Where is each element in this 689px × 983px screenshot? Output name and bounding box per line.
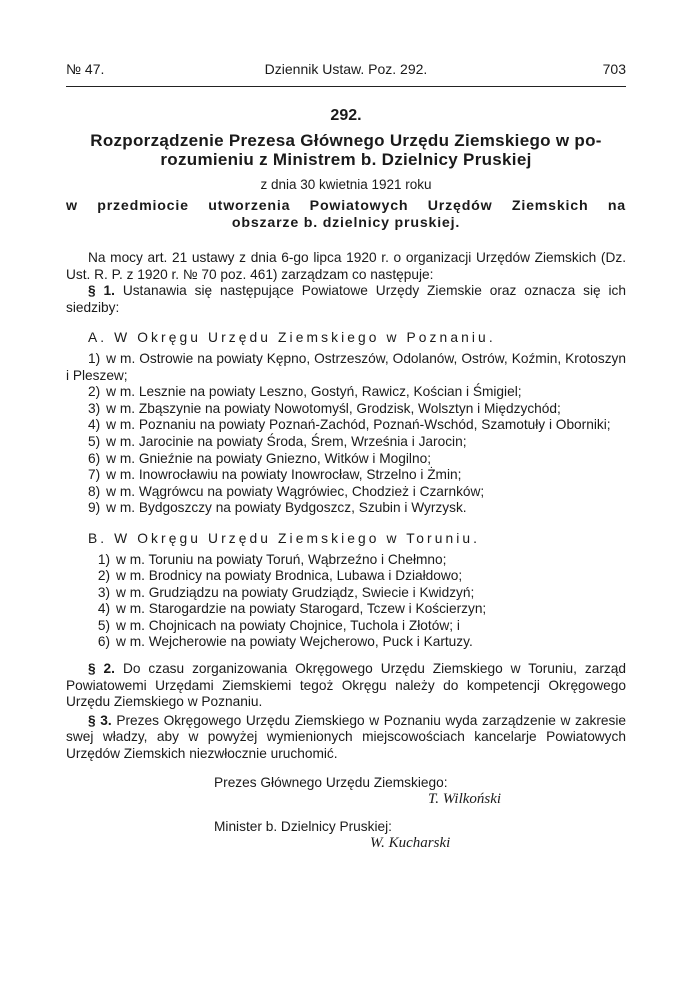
list-item-text: w m. Poznaniu na powiaty Poznań-Zachód, Poznań-Wschód, Szamotuły i Oborniki; [106, 417, 611, 433]
section-3-text: Prezes Okręgowego Urzędu Ziemskiego w Poznaniu wyda zarządzenie w zakresie swej władzy, aby w powyżej wymienionych miejscowościach kancelarje Powiatowych Urzędów Ziemskich niezwłocznie uruchomić. [66, 712, 626, 762]
section-2-label: § 2. [88, 661, 115, 677]
section-1-text: Ustanawia się następujące Powiatowe Urzędy Ziemskie oraz oznacza się ich siedziby: [66, 283, 626, 315]
section-3-label: § 3. [88, 712, 112, 728]
list-item-number: 5) [88, 433, 101, 449]
signatory-1-name: T. Wilkoński [428, 790, 502, 807]
section-3 [66, 713, 626, 763]
page-number: 703 [602, 61, 626, 77]
signatory-2-name: W. Kucharski [370, 834, 451, 851]
list-item-number: 9) [88, 500, 101, 516]
document-body [66, 250, 626, 763]
list-item [66, 601, 626, 618]
title-line-2: rozumieniu z Ministrem b. Dzielnicy Pruskiej [160, 150, 532, 169]
document-page [66, 58, 626, 851]
list-item-text: w m. Wągrówcu na powiaty Wągrówiec, Chodzież i Czarnków; [106, 483, 485, 499]
document-date: z dnia 30 kwietnia 1921 roku [260, 177, 432, 192]
list-item-number: 4) [97, 601, 110, 617]
list-item-text: w m. Lesznie na powiaty Leszno, Gostyń, Rawicz, Kościan i Śmigiel; [106, 384, 522, 400]
list-item [66, 618, 626, 635]
region-a-list [66, 351, 626, 517]
list-item-text: w m. Bydgoszczy na powiaty Bydgoszcz, Szubin i Wyrzysk. [106, 500, 467, 516]
list-item [66, 484, 626, 501]
list-item [66, 417, 626, 434]
list-item-number: 6) [88, 450, 101, 466]
list-item [66, 552, 626, 569]
signatures [66, 775, 626, 851]
header-divider [66, 86, 626, 87]
list-item-text: w m. Starogardzie na powiaty Starogard, Tczew i Kościerzyn; [116, 601, 487, 617]
list-item-number: 1) [97, 551, 110, 567]
list-item [66, 451, 626, 468]
list-item-text: w m. Wejcherowie na powiaty Wejcherowo, Puck i Kartuzy. [116, 634, 473, 650]
list-item-number: 1) [88, 350, 101, 366]
list-item [66, 351, 626, 384]
list-item [66, 634, 626, 651]
list-item-number: 2) [88, 384, 101, 400]
list-item [66, 467, 626, 484]
document-subject [66, 198, 626, 232]
signatory-2-role: Minister b. Dzielnicy Pruskiej: [214, 818, 392, 834]
region-a-heading: A. W Okręgu Urzędu Ziemskiego w Poznaniu. [88, 330, 496, 346]
document-number: 292. [330, 107, 362, 124]
signatory-1-role: Prezes Głównego Urzędu Ziemskiego: [214, 774, 448, 790]
title-line-1: Rozporządzenie Prezesa Głównego Urzędu Ziemskiego w po- [90, 131, 602, 150]
list-item-text: w m. Ostrowie na powiaty Kępno, Ostrzeszów, Odolanów, Ostrów, Koźmin, Krotoszyn i Pleszew; [66, 350, 626, 383]
list-item-number: 8) [88, 483, 101, 499]
section-2 [66, 661, 626, 711]
region-b-list [66, 552, 626, 652]
list-item [66, 568, 626, 585]
list-item-number: 6) [97, 634, 110, 650]
list-item [66, 500, 626, 517]
issue-number: № 47. [66, 61, 105, 77]
list-item-text: w m. Grudziądzu na powiaty Grudziądz, Swiecie i Kwidzyń; [116, 584, 475, 600]
subject-line-2: obszarze b. dzielnicy pruskiej. [231, 215, 461, 231]
journal-title: Dziennik Ustaw. Poz. 292. [264, 61, 428, 77]
list-item-number: 2) [97, 568, 110, 584]
region-b-heading: B. W Okręgu Urzędu Ziemskiego w Toruniu. [88, 530, 481, 546]
list-item-number: 3) [97, 584, 110, 600]
list-item [66, 585, 626, 602]
list-item-number: 5) [97, 617, 110, 633]
section-1 [66, 283, 626, 316]
list-item-text: w m. Brodnicy na powiaty Brodnica, Lubawa i Działdowo; [116, 568, 463, 584]
section-1-label: § 1. [88, 283, 115, 299]
list-item-text: w m. Jarocinie na powiaty Środa, Śrem, Września i Jarocin; [106, 433, 467, 449]
list-item-number: 3) [88, 400, 101, 416]
list-item [66, 434, 626, 451]
list-item [66, 401, 626, 418]
section-2-text: Do czasu zorganizowania Okręgowego Urzędu Ziemskiego w Toruniu, zarząd Powiatowemi Urzędami Ziemskiemi tegoż Okręgu należy do kompetencji Okręgowego Urzędu Ziemskiego w Poznaniu. [66, 661, 626, 710]
subject-line-1: w przedmiocie utworzenia Powiatowych Urzędów Ziemskich na [66, 198, 626, 214]
page-header [66, 58, 626, 82]
list-item-text: w m. Zbąszynie na powiaty Nowotomyśl, Grodzisk, Wolsztyn i Międzychód; [106, 400, 561, 416]
list-item-text: w m. Gnieźnie na powiaty Gniezno, Witków i Mogilno; [106, 450, 432, 466]
list-item-text: w m. Toruniu na powiaty Toruń, Wąbrzeźno i Chełmno; [116, 551, 447, 567]
list-item [66, 384, 626, 401]
list-item-number: 7) [88, 467, 101, 483]
preamble: Na mocy art. 21 ustawy z dnia 6-go lipca 1920 r. o organizacji Urzędów Ziemskich (Dz. Ust. R. P. z 1920 r. № 70 poz. 461) zarządzam co następuje: [66, 250, 626, 282]
list-item-text: w m. Inowrocławiu na powiaty Inowrocław, Strzelno i Żmin; [106, 467, 462, 483]
document-title [66, 131, 626, 169]
list-item-text: w m. Chojnicach na powiaty Chojnice, Tuchola i Złotów; i [116, 617, 460, 633]
list-item-number: 4) [88, 417, 101, 433]
